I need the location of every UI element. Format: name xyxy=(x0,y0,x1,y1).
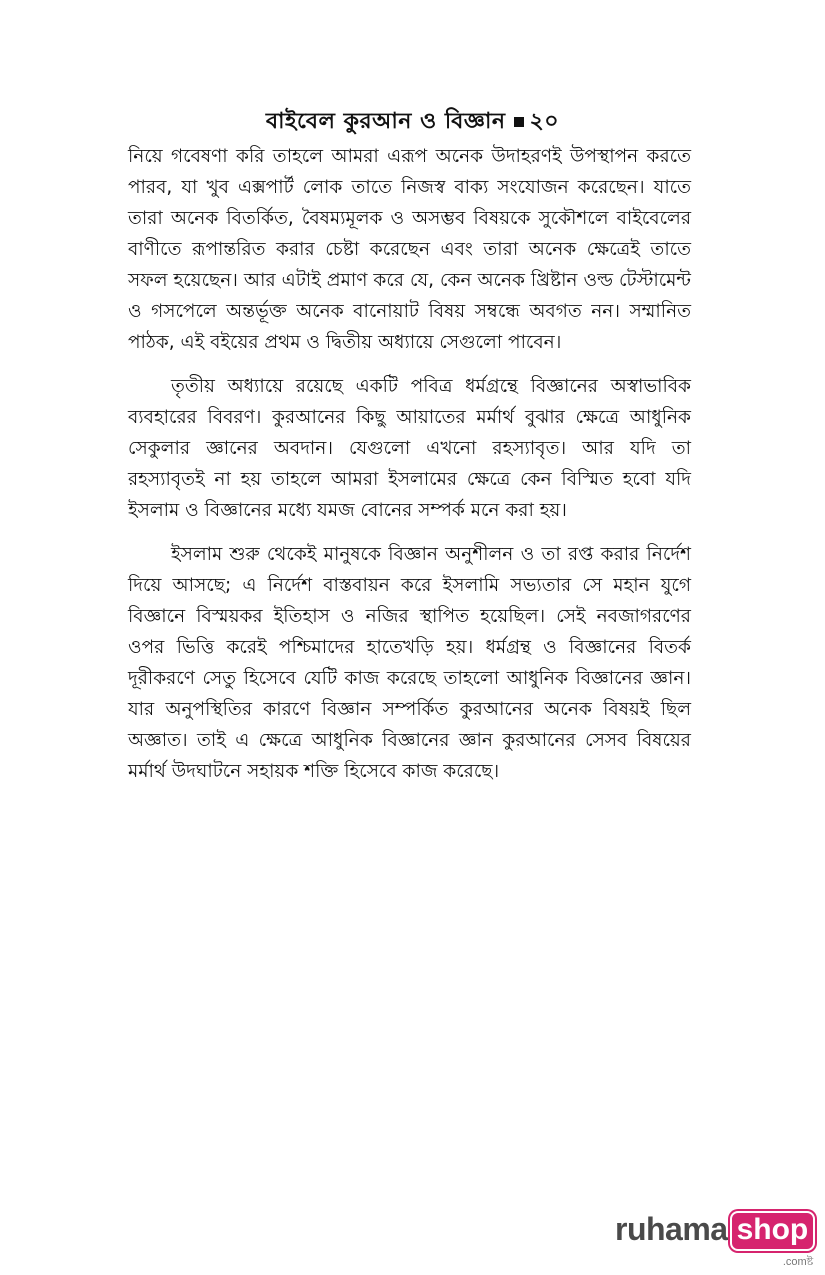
body-text xyxy=(128,141,691,800)
page-header xyxy=(0,104,825,141)
page-number: ২০ xyxy=(529,109,560,134)
paragraph-3: ইসলাম শুরু থেকেই মানুষকে বিজ্ঞান অনুশীলন ও তা রপ্ত করার নির্দেশ দিয়ে আসছে; এ নির্দেশ বাস্তবায়ন করে ইসলামি সভ্যতার সে মহান যুগে বিজ্ঞানে বিস্ময়কর ইতিহাস ও নজির স্থাপিত হয়েছিল। সেই নবজাগরণের ওপর ভিত্তি করেই পশ্চিমাদের হাতেখড়ি হয়। ধর্মগ্রন্থ ও বিজ্ঞানের বিতর্ক দূরীকরণে সেতু হিসেবে যেটি কাজ করেছে তাহলো আধুনিক বিজ্ঞানের জ্ঞান। যার অনুপস্থিতির কারণে বিজ্ঞান সম্পর্কিত কুরআনের অনেক বিষয়ই ছিল অজ্ঞাত। তাই এ ক্ষেত্রে আধুনিক বিজ্ঞানের জ্ঞান কুরআনের সেসব বিষয়ের মর্মার্থ উদঘাটনে সহায়ক শক্তি হিসেবে কাজ করেছে। xyxy=(128,544,691,782)
book-title: বাইবেল কুরআন ও বিজ্ঞান xyxy=(265,109,506,134)
watermark-brand-text: ruhama xyxy=(615,1211,728,1247)
watermark-shop-badge xyxy=(730,1211,816,1272)
watermark-domain-text: .comষ্ট xyxy=(782,1256,814,1268)
paragraph-2: তৃতীয় অধ্যায়ে রয়েছে একটি পবিত্র ধর্মগ্রন্থে বিজ্ঞানের অস্বাভাবিক ব্যবহারের বিবরণ। কুরআনের কিছু আয়াতের মর্মার্থ বুঝার ক্ষেত্রে আধুনিক সেকুলার জ্ঞানের অবদান। যেগুলো এখনো রহস্যাবৃত। আর যদি তা রহস্যাবৃতই না হয় তাহলে আমরা ইসলামের ক্ষেত্রে কেন বিস্মিত হবো যদি ইসলাম ও বিজ্ঞানের মধ্যে যমজ বোনের সম্পর্ক মনে করা হয়। xyxy=(128,376,691,521)
paragraph-1: নিয়ে গবেষণা করি তাহলে আমরা এরূপ অনেক উদাহরণই উপস্থাপন করতে পারব, যা খুব এক্সপার্ট লোক তাতে নিজস্ব বাক্য সংযোজন করেছেন। যাতে তারা অনেক বিতর্কিত, বৈষম্যমূলক ও অসম্ভব বিষয়কে সুকৌশলে বাইবেলের বাণীতে রূপান্তরিত করার চেষ্টা করেছেন এবং তারা অনেক ক্ষেত্রেই তাতে সফল হয়েছেন। আর এটাই প্রমাণ করে যে, কেন অনেক খ্রিষ্টান ওল্ড টেস্টামেন্ট ও গসপেলে অন্তর্ভূক্ত অনেক বানোয়াট বিষয় সম্বন্ধে অবগত নন। সম্মানিত পাঠক, এই বইয়ের প্রথম ও দ্বিতীয় অধ্যায়ে সেগুলো পাবেন। xyxy=(128,146,691,353)
watermark-shop-text: shop xyxy=(730,1211,816,1251)
separator-square-icon xyxy=(514,117,524,127)
ruhamashop-watermark-logo xyxy=(615,1211,815,1268)
